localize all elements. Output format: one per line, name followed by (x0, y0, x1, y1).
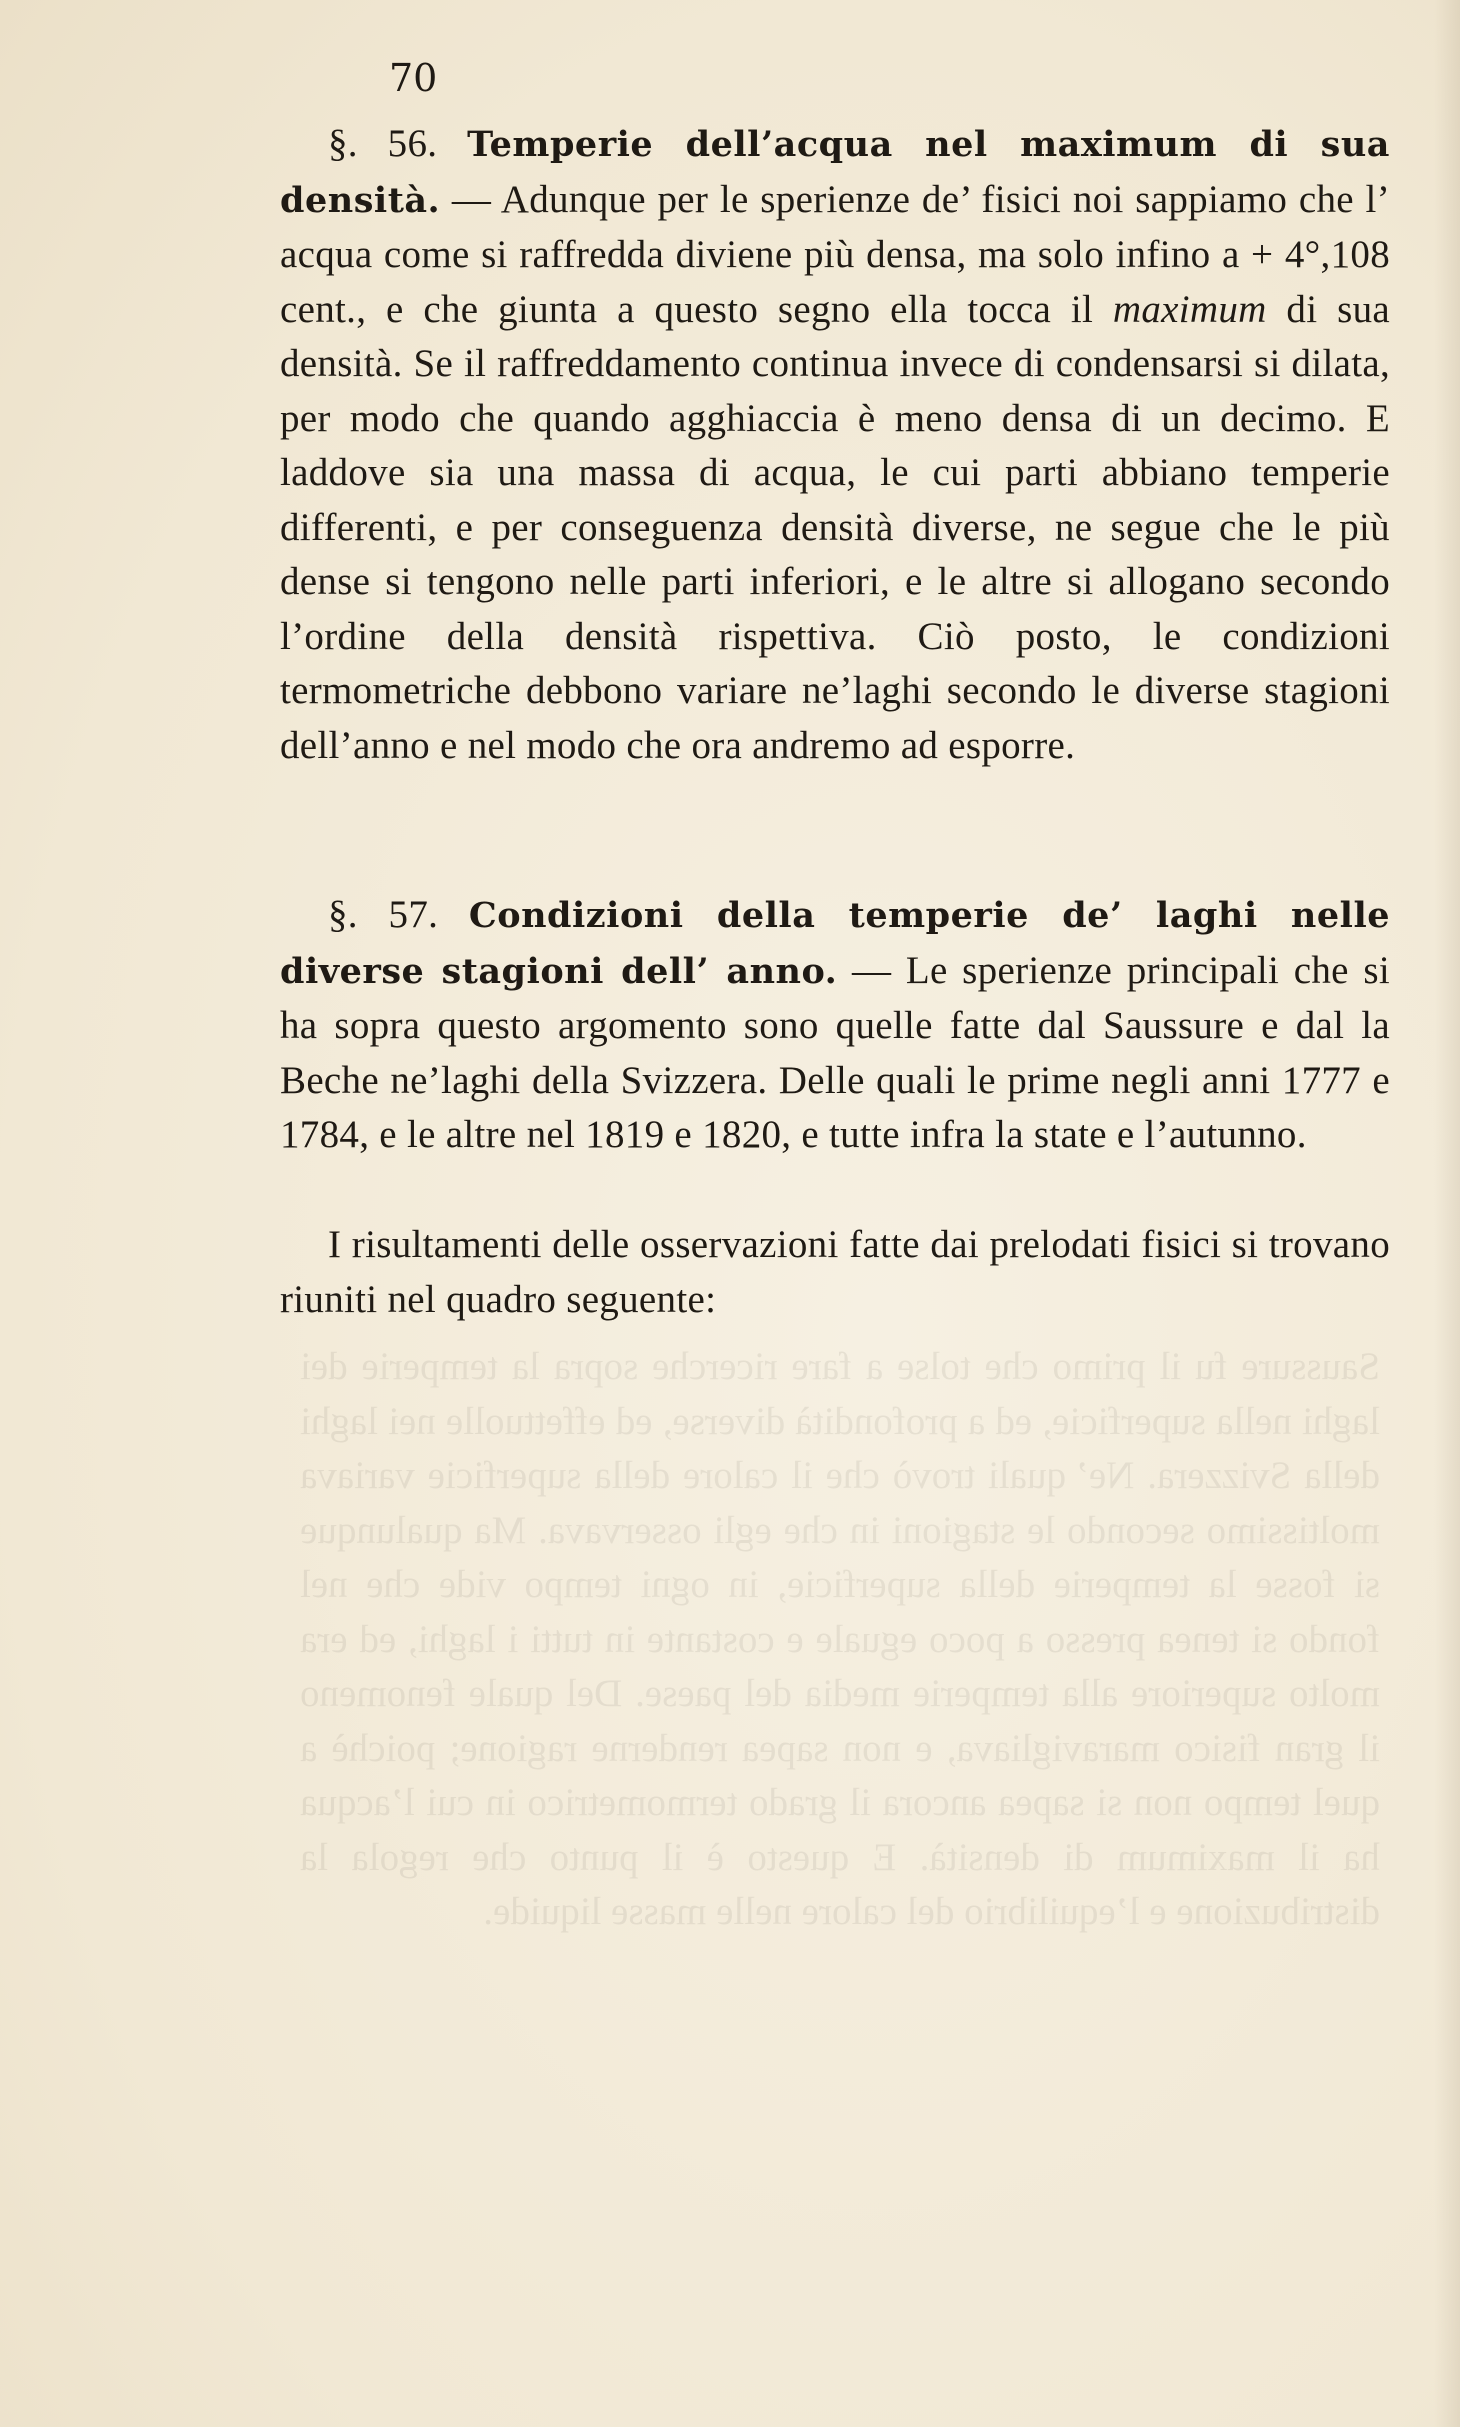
page-number: 70 (389, 56, 438, 100)
section-56 (280, 117, 1390, 773)
section-57 (280, 888, 1390, 1163)
section-56-title: Temperie dell’acqua nel maximum di sua densità. (280, 124, 1390, 221)
section-56-number: §. 56. (328, 122, 438, 165)
section-56-body-end: di sua densità. Se il raffreddamento continua invece di condensarsi si dilata, per modo che quando agghiaccia è meno densa di un decimo. E laddove sia una massa di acqua, le cui parti abbiano temperie differenti, e per conseguenza densità diverse, ne segue che le più dense si tengono nelle parti inferiori, e le altre si allogano secondo l’ordine della densità rispettiva. Ciò posto, le condizioni termometriche debbono variare ne’laghi secondo le diverse stagioni dell’anno e nel modo che ora andremo ad esporre. (280, 287, 1390, 767)
section-56-body-start: — Adunque per le sperienze de’ fisici noi sappiamo che l’ acqua come si raffredda diviene più densa, ma solo infino a + 4°,108 cent., e che giunta a questo segno ella tocca il (280, 177, 1390, 331)
section-57-title: Condizioni della temperie de’ laghi nelle diverse stagioni dell’ anno. (280, 895, 1391, 992)
section-57-body: — Le sperienze principali che si ha sopra questo argomento sono quelle fatte dal Saussure e dal la Beche ne’laghi della Svizzera. Delle quali le prime negli anni 1777 e 1784, e le altre nel 1819 e 1820, e tutte infra la state e l’autunno. (280, 948, 1390, 1156)
bleed-through-text: Saussure fu il primo che tolse a fare ricerche sopra la temperie dei laghi nella superficie, ed a profondità diverse, ed effettuolle nei laghi della Svizzera. Ne’ quali trovò che il calore della superficie variava moltissimo secondo le stagioni in che egli osservava. Ma qualunque si fosse la temperie della superficie, in ogni tempo vide che nel fondo si tenea presso a poco eguale e costante in tutti i laghi, ed era molto superiore alla temperie media del paese. Del quale fenomeno il gran fisico maravigliava, e non sapea renderne ragione; poichè a quel tempo non si sapea ancora il grado termometrico in cui l’acqua ha il maximum di densità. E questo è il punto che regola la distribuzione e l’equilibrio del calore nelle masse liquide. (300, 1345, 1380, 1933)
section-56-italic-term: maximum (1112, 287, 1267, 331)
page-fold-shadow (1434, 0, 1460, 2427)
section-57-number: §. 57. (328, 893, 439, 936)
closing-paragraph: I risultamenti delle osservazioni fatte dai prelodati fisici si trovano riuniti nel quadro seguente: (280, 1223, 1390, 1321)
